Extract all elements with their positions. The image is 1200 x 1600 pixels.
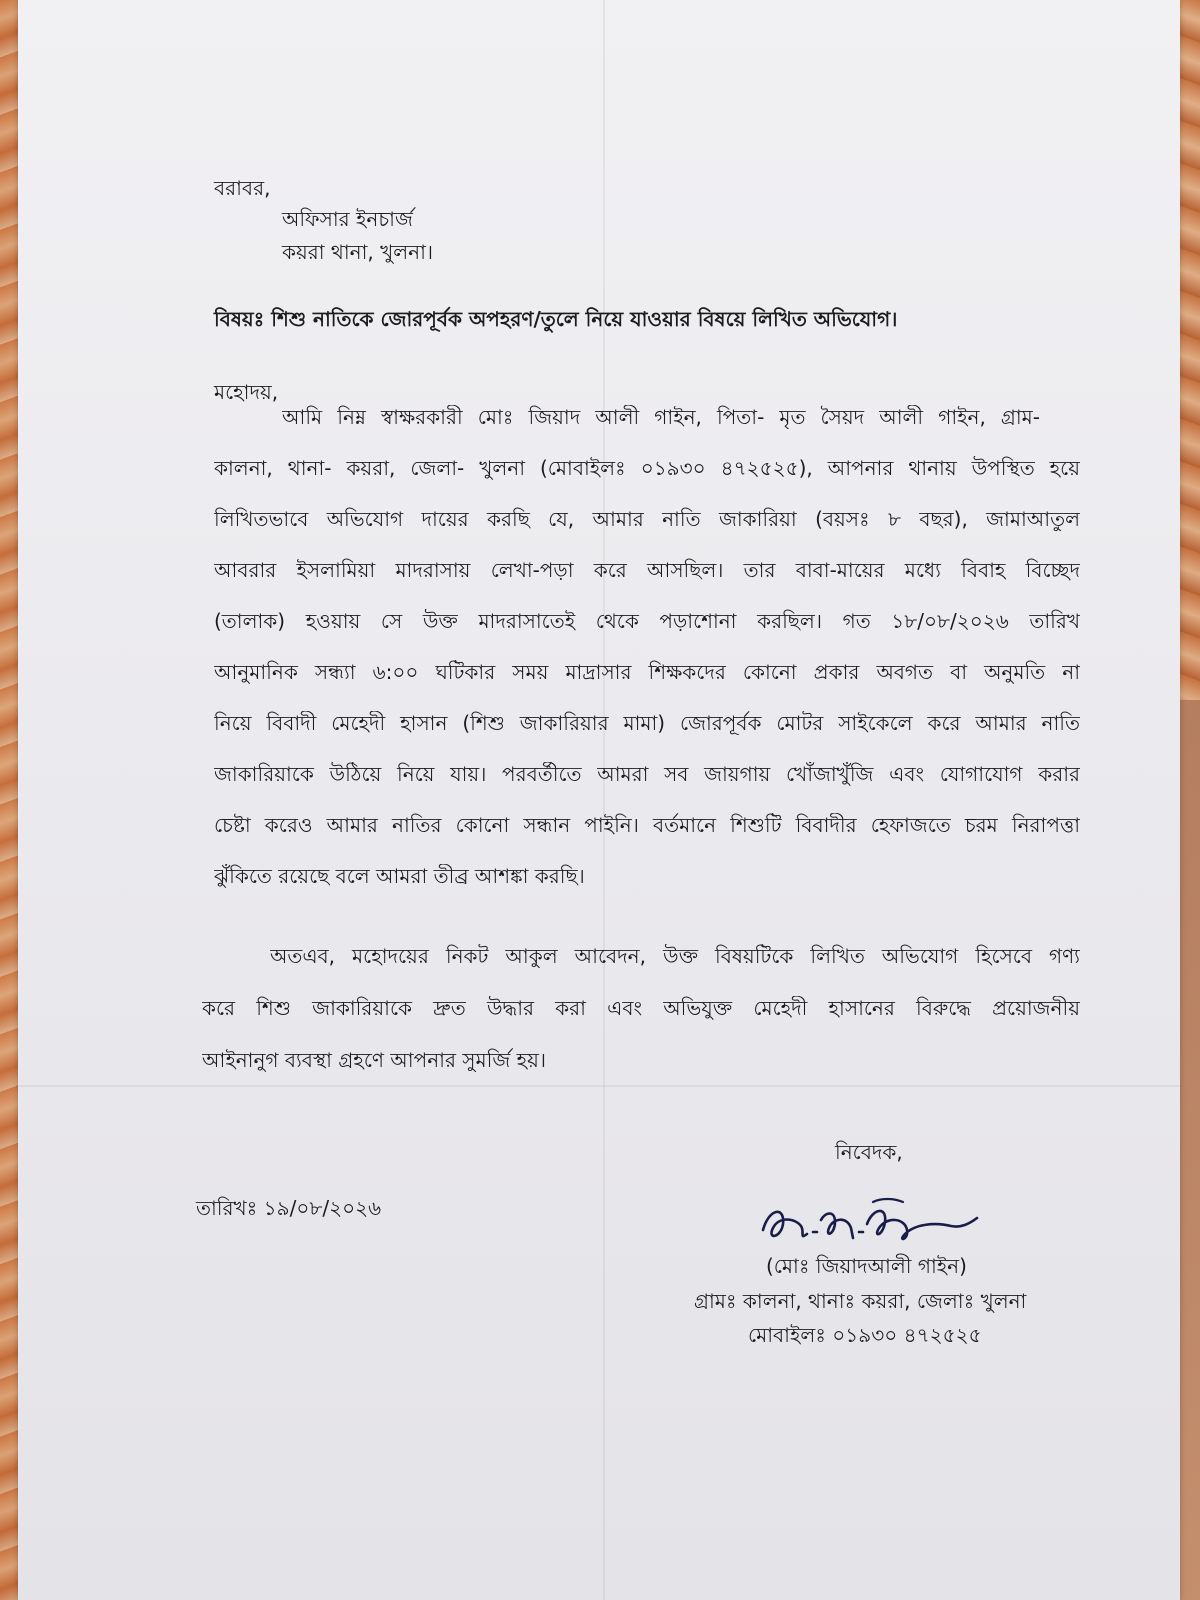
body-line-2: কালনা, থানা- কয়রা, জেলা- খুলনা (মোবাইলঃ ০১৯৩০ ৪৭২৫২৫), আপনার থানায় উপস্থিত হয়ে xyxy=(214,456,1080,480)
body-line-8: জাকারিয়াকে উঠিয়ে নিয়ে যায়। পরবর্তীতে আমরা সব জায়গায় খোঁজাখুঁজি এবং যোগাযোগ করার xyxy=(214,762,1080,786)
recipient-title: অফিসার ইনচার্জ xyxy=(282,207,413,231)
paper-fold-horizontal xyxy=(18,1085,1180,1087)
body-line-6: আনুমানিক সন্ধ্যা ৬:০০ ঘটিকার সময় মাদ্রাসার শিক্ষকদের কোনো প্রকার অবগত বা অনুমতি না xyxy=(214,660,1080,684)
date-line: তারিখঃ ১৯/০৮/২০২৬ xyxy=(196,1196,382,1220)
signer-name: (মোঃ জিয়াদআলী গাইন) xyxy=(766,1254,967,1278)
body-line-10: ঝুঁকিতে রয়েছে বলে আমরা তীব্র আশঙ্কা করছি। xyxy=(214,864,585,888)
body-line-3: লিখিতভাবে অভিযোগ দায়ের করছি যে, আমার নাতি জাকারিয়া (বয়সঃ ৮ বছর), জামাআতুল xyxy=(214,507,1080,531)
recipient-address: কয়রা থানা, খুলনা। xyxy=(282,240,434,264)
request-line-1: অতএব, মহোদয়ের নিকট আকুল আবেদন, উক্ত বিষয়টিকে লিখিত অভিযোগ হিসেবে গণ্য xyxy=(270,944,1080,968)
body-line-9: চেষ্টা করেও আমার নাতির কোনো সন্ধান পাইনি। বর্তমানে শিশুটি বিবাদীর হেফাজতে চরম নিরাপত্তা xyxy=(214,813,1080,837)
request-line-2: করে শিশু জাকারিয়াকে দ্রুত উদ্ধার করা এবং অভিযুক্ত মেহেদী হাসানের বিরুদ্ধে প্রয়োজনীয় xyxy=(202,996,1080,1020)
salutation-to: বরাবর, xyxy=(214,176,271,200)
body-line-5: (তালাক) হওয়ায় সে উক্ত মাদরাসাতেই থেকে পড়াশোনা করছিল। গত ১৮/০৮/২০২৬ তারিখ xyxy=(214,609,1080,633)
signature-image xyxy=(755,1188,985,1258)
letter-sheet xyxy=(18,0,1180,1600)
body-line-1: আমি নিম্ন স্বাক্ষরকারী মোঃ জিয়াদ আলী গাইন, পিতা- মৃত সৈয়দ আলী গাইন, গ্রাম- xyxy=(282,405,1040,429)
body-line-4: আবরার ইসলামিয়া মাদরাসায় লেখা-পড়া করে আসছিল। তার বাবা-মায়ের মধ্যে বিবাহ বিচ্ছেদ xyxy=(214,558,1080,582)
body-line-7: নিয়ে বিবাদী মেহেদী হাসান (শিশু জাকারিয়ার মামা) জোরপূর্বক মোটর সাইকেলে করে আমার নাতি xyxy=(214,711,1080,735)
paper-fold-vertical xyxy=(603,0,605,1600)
closing-text: নিবেদক, xyxy=(835,1140,903,1164)
request-line-3: আইনানুগ ব্যবস্থা গ্রহণে আপনার সুমর্জি হয়। xyxy=(202,1048,547,1072)
greeting: মহোদয়, xyxy=(214,380,279,404)
signer-mobile: মোবাইলঃ ০১৯৩০ ৪৭২৫২৫ xyxy=(748,1323,982,1347)
signer-address: গ্রামঃ কালনা, থানাঃ কয়রা, জেলাঃ খুলনা xyxy=(694,1289,1027,1313)
subject-line: বিষয়ঃ শিশু নাতিকে জোরপূর্বক অপহরণ/তুলে নিয়ে যাওয়ার বিষয়ে লিখিত অভিযোগ। xyxy=(214,307,898,331)
